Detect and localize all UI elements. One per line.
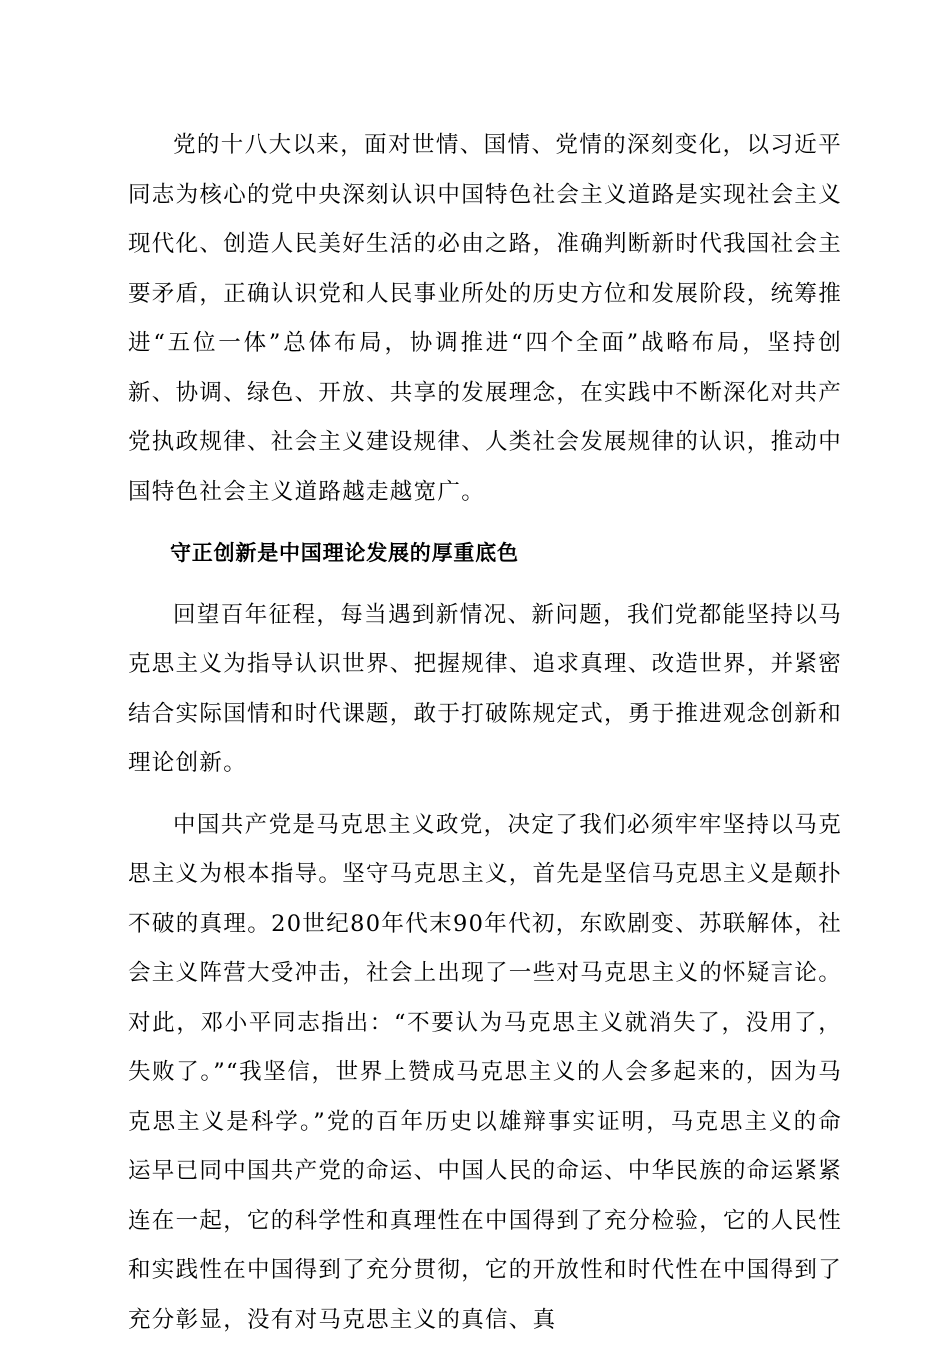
section-heading: 守正创新是中国理论发展的厚重底色 (128, 529, 842, 579)
paragraph-3: 中国共产党是马克思主义政党，决定了我们必须牢牢坚持以马克思主义为根本指导。坚守马克思主义，首先是坚信马克思主义是颠扑不破的真理。20世纪80年代末90年代初，东欧剧变、苏联解体，社会主义阵营大受冲击，社会上出现了一些对马克思主义的怀疑言论。对此，邓小平同志指出：“不要认为马克思主义就消失了，没用了，失败了。”“我坚信，世界上赞成马克思主义的人会多起来的，因为马克思主义是科学。”党的百年历史以雄辩事实证明，马克思主义的命运早已同中国共产党的命运、中国人民的命运、中华民族的命运紧紧连在一起，它的科学性和真理性在中国得到了充分检验，它的人民性和实践性在中国得到了充分贯彻，它的开放性和时代性在中国得到了充分彰显，没有对马克思主义的真信、真 (128, 801, 842, 1345)
document-body (128, 121, 842, 1345)
paragraph-2: 回望百年征程，每当遇到新情况、新问题，我们党都能坚持以马克思主义为指导认识世界、把握规律、追求真理、改造世界，并紧密结合实际国情和时代课题，敢于打破陈规定式，勇于推进观念创新和理论创新。 (128, 591, 842, 789)
paragraph-1: 党的十八大以来，面对世情、国情、党情的深刻变化，以习近平同志为核心的党中央深刻认识中国特色社会主义道路是实现社会主义现代化、创造人民美好生活的必由之路，准确判断新时代我国社会主要矛盾，正确认识党和人民事业所处的历史方位和发展阶段，统筹推进“五位一体”总体布局，协调推进“四个全面”战略布局，坚持创新、协调、绿色、开放、共享的发展理念，在实践中不断深化对共产党执政规律、社会主义建设规律、人类社会发展规律的认识，推动中国特色社会主义道路越走越宽广。 (128, 121, 842, 517)
